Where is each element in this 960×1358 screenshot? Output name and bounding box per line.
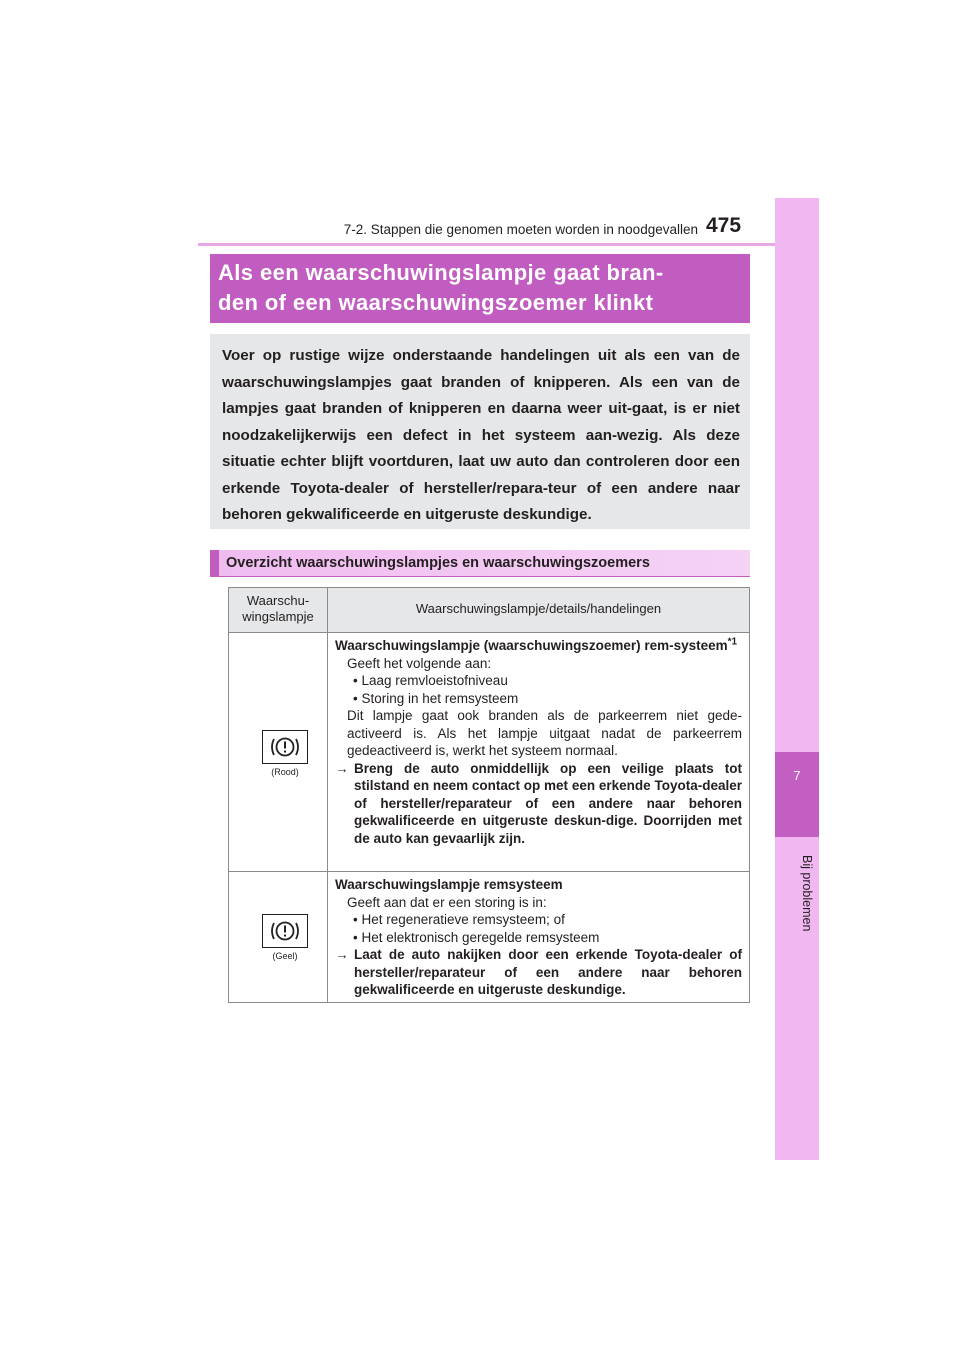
arrow-right-icon: → [335,760,349,776]
row-1-details [335,637,742,847]
icon-color-caption: (Rood) [271,767,299,777]
col-header-light-line-1: Waarschu- [246,593,310,608]
running-header: 7-2. Stappen die genomen moeten worden in noodgevallen [343,222,698,237]
col-header-details: Waarschuwingslampje/details/handelingen [415,601,662,616]
footnote-marker: *1 [727,636,738,648]
section-heading-marker [210,550,219,577]
row-1-action [335,760,742,848]
row-1-intro-line: Geeft het volgende aan: [347,655,492,671]
row-1-title [335,637,742,655]
col-header-light-line-2: wingslampje [242,609,314,624]
row-2-action [335,946,742,999]
list-item: • Het regeneratieve remsysteem; of [353,912,565,927]
row-1-note: Dit lampje gaat ook branden als de parkeerrem niet gede-activeerd is. Als het lampje uitgaat nadat de parkeerrem gedeactiveerd is, werkt het systeem normaal. [347,708,742,758]
row-2-action-text: Laat de auto nakijken door een erkende Toyota-dealer of hersteller/reparateur of een andere naar behoren gekwalificeerde en uitgeruste deskundige. [354,947,742,997]
bullet-text: Laag remvloeistofniveau [361,673,508,688]
arrow-right-icon: → [335,947,349,962]
icon-color-caption: (Geel) [272,951,298,961]
brake-warning-icon [262,730,308,764]
list-item: • Storing in het remsysteem [353,690,519,706]
bullet-text: Het regeneratieve remsysteem; of [361,912,565,927]
row-2-details [335,876,742,999]
chapter-number: 7 [793,768,801,783]
row-1-title-text: Waarschuwingslampje (waarschuwingszoemer) rem-systeem [335,638,728,653]
bullet-text: Storing in het remsysteem [361,690,519,706]
brake-system-warning-icon [262,914,308,948]
side-tab-strip [775,198,819,1160]
chapter-tab [775,752,819,837]
bullet-text: Het elektronisch geregelde remsysteem [361,929,600,945]
row-1-action-text: Breng de auto onmiddellijk op een veilige plaats tot stilstand en neem contact op met een erkende Toyota-dealer of hersteller/reparateur of een andere naar behoren gekwalificeerde en uitgeruste deskun-dige. Doorrijden met de auto kan gevaarlijk zijn. [354,760,742,846]
row-2-icon-cell [255,914,315,961]
warning-lights-table [228,587,750,1003]
header-rule [198,243,818,246]
section-heading: Overzicht waarschuwingslampjes en waarschuwingszoemers [226,555,650,571]
list-item: • Het elektronisch geregelde remsysteem [353,929,600,945]
col-header-light [229,593,327,625]
chapter-label: Bij problemen [800,855,814,932]
row-1-icon-cell [255,730,315,777]
list-item: • Laag remvloeistofniveau [353,673,508,688]
page-title-line-2: den of een waarschuwingszoemer klinkt [218,290,654,315]
section-heading-rule [210,576,750,577]
intro-text: Voer op rustige wijze onderstaande handelingen uit als een van de waarschuwingslampjes gaat branden of knipperen. Als een van de lampjes gaat branden of knipperen en daarna weer uit-gaat, is er niet noodzakelijkerwijs een defect in het systeem aan-wezig. Als deze situatie echter blijft voortduren, laat uw auto dan controleren door een erkende Toyota-dealer of hersteller/repara-teur of een andere naar behoren gekwalificeerde en uitgeruste deskundige. [222,347,740,523]
row-2-title: Waarschuwingslampje remsysteem [335,877,563,892]
page-number: 475 [706,214,742,237]
page-title-line-1: Als een waarschuwingslampje gaat bran- [218,260,664,285]
row-2-intro-line: Geeft aan dat er een storing is in: [347,894,547,910]
